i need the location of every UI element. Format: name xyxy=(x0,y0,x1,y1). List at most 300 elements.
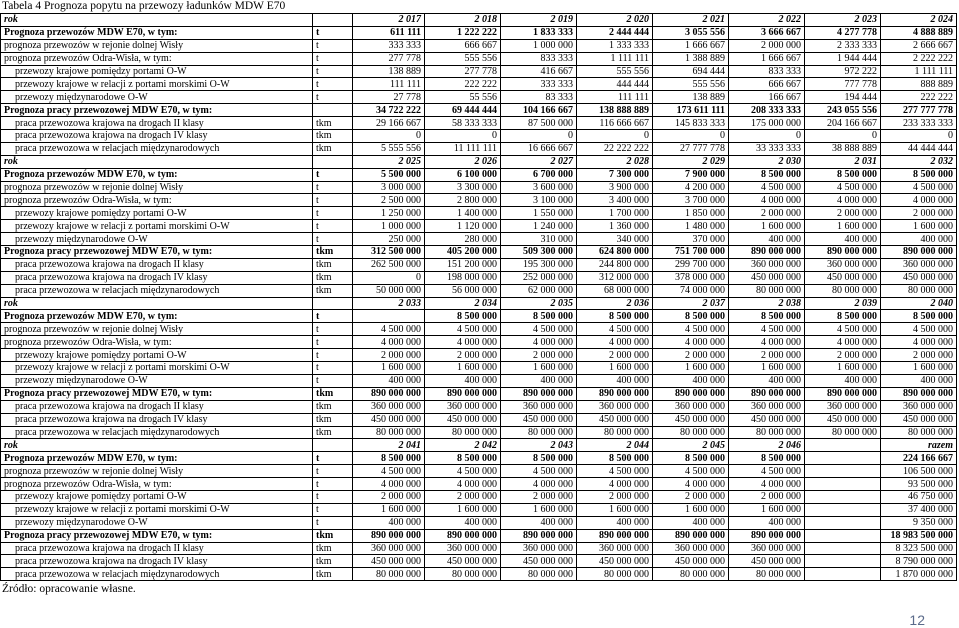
value-cell: 3 666 667 xyxy=(729,26,805,39)
value-cell: 2 034 xyxy=(425,297,501,310)
value-cell: 4 500 000 xyxy=(881,323,957,336)
value-cell: 360 000 000 xyxy=(729,400,805,413)
value-cell: 224 166 667 xyxy=(881,452,957,465)
value-cell: 2 029 xyxy=(653,155,729,168)
value-cell: 4 888 889 xyxy=(881,26,957,39)
unit-cell: t xyxy=(313,310,353,323)
row-label: przewozy krajowe w relacji z portami morskimi O-W xyxy=(1,503,313,516)
value-cell: 4 500 000 xyxy=(653,465,729,478)
value-cell: 1 600 000 xyxy=(881,220,957,233)
value-cell: 2 000 000 xyxy=(425,349,501,362)
value-cell: 18 983 500 000 xyxy=(881,529,957,542)
value-cell: 2 027 xyxy=(501,155,577,168)
unit-cell: tkm xyxy=(313,529,353,542)
value-cell: 33 333 333 xyxy=(729,142,805,155)
unit-cell xyxy=(313,297,353,310)
value-cell: 890 000 000 xyxy=(805,246,881,259)
unit-cell: tkm xyxy=(313,400,353,413)
unit-cell: t xyxy=(313,362,353,375)
value-cell: 111 111 xyxy=(577,91,653,104)
value-cell: 2 666 667 xyxy=(881,39,957,52)
value-cell: 5 555 556 xyxy=(353,142,425,155)
unit-cell: t xyxy=(313,39,353,52)
value-cell: 58 333 333 xyxy=(425,117,501,130)
value-cell: 400 000 xyxy=(577,374,653,387)
unit-cell: t xyxy=(313,503,353,516)
table-row xyxy=(1,516,957,529)
value-cell: 277 778 xyxy=(425,65,501,78)
value-cell: 400 000 xyxy=(881,233,957,246)
unit-cell: t xyxy=(313,168,353,181)
value-cell: 400 000 xyxy=(653,516,729,529)
value-cell: 890 000 000 xyxy=(577,387,653,400)
unit-cell: tkm xyxy=(313,555,353,568)
value-cell: 173 611 111 xyxy=(653,104,729,117)
table-row xyxy=(1,181,957,194)
row-label: Prognoza przewozów MDW E70, w tym: xyxy=(1,26,313,39)
value-cell: 450 000 000 xyxy=(353,413,425,426)
value-cell: 56 000 000 xyxy=(425,284,501,297)
value-cell: 1 600 000 xyxy=(353,362,425,375)
value-cell: 400 000 xyxy=(729,374,805,387)
unit-cell: tkm xyxy=(313,130,353,143)
row-label: rok xyxy=(1,155,313,168)
value-cell: 8 500 000 xyxy=(653,310,729,323)
value-cell: 62 000 000 xyxy=(501,284,577,297)
table-row xyxy=(1,542,957,555)
value-cell: 250 000 xyxy=(353,233,425,246)
row-label: Prognoza pracy przewozowej MDW E70, w tym: xyxy=(1,529,313,542)
unit-cell: t xyxy=(313,374,353,387)
value-cell: 400 000 xyxy=(425,516,501,529)
value-cell: 8 500 000 xyxy=(881,168,957,181)
value-cell: 2 044 xyxy=(577,439,653,452)
value-cell: 80 000 000 xyxy=(881,426,957,439)
value-cell: 80 000 000 xyxy=(653,426,729,439)
value-cell: 1 000 000 xyxy=(501,39,577,52)
value-cell: 195 300 000 xyxy=(501,258,577,271)
value-cell: 450 000 000 xyxy=(729,271,805,284)
value-cell: 400 000 xyxy=(577,516,653,529)
value-cell xyxy=(353,310,425,323)
row-label: przewozy międzynarodowe O-W xyxy=(1,91,313,104)
value-cell: 8 500 000 xyxy=(881,310,957,323)
value-cell: 450 000 000 xyxy=(425,413,501,426)
value-cell: 1 944 444 xyxy=(805,52,881,65)
value-cell: 80 000 000 xyxy=(353,568,425,581)
row-label: prognoza przewozów Odra-Wisła, w tym: xyxy=(1,194,313,207)
table-row xyxy=(1,387,957,400)
value-cell: 8 500 000 xyxy=(729,168,805,181)
value-cell: 333 333 xyxy=(353,39,425,52)
row-label: Prognoza przewozów MDW E70, w tym: xyxy=(1,452,313,465)
value-cell: 2 000 000 xyxy=(653,349,729,362)
value-cell: 1 600 000 xyxy=(501,362,577,375)
value-cell: 252 000 000 xyxy=(501,271,577,284)
value-cell: 4 000 000 xyxy=(805,194,881,207)
value-cell: 2 000 000 xyxy=(577,349,653,362)
value-cell: 1 388 889 xyxy=(653,52,729,65)
value-cell: 1 600 000 xyxy=(729,503,805,516)
value-cell: 7 300 000 xyxy=(577,168,653,181)
value-cell: 890 000 000 xyxy=(353,529,425,542)
value-cell: 450 000 000 xyxy=(805,271,881,284)
value-cell: 3 600 000 xyxy=(501,181,577,194)
value-cell: 175 000 000 xyxy=(729,117,805,130)
row-label: Prognoza przewozów MDW E70, w tym: xyxy=(1,310,313,323)
value-cell: 450 000 000 xyxy=(577,413,653,426)
value-cell: 55 556 xyxy=(425,91,501,104)
value-cell: 80 000 000 xyxy=(805,426,881,439)
value-cell: 2 000 000 xyxy=(729,490,805,503)
value-cell: 2 036 xyxy=(577,297,653,310)
value-cell: 666 667 xyxy=(425,39,501,52)
unit-cell xyxy=(313,14,353,27)
value-cell: 509 300 000 xyxy=(501,246,577,259)
value-cell: 400 000 xyxy=(729,516,805,529)
row-label: prognoza przewozów Odra-Wisła, w tym: xyxy=(1,336,313,349)
value-cell: 1 600 000 xyxy=(353,503,425,516)
table-row xyxy=(1,233,957,246)
table-row xyxy=(1,104,957,117)
value-cell: 4 000 000 xyxy=(729,336,805,349)
value-cell: 400 000 xyxy=(501,374,577,387)
value-cell: 8 500 000 xyxy=(729,310,805,323)
value-cell: 0 xyxy=(653,130,729,143)
value-cell: 360 000 000 xyxy=(577,400,653,413)
value-cell: 2 500 000 xyxy=(353,194,425,207)
value-cell: 450 000 000 xyxy=(577,555,653,568)
unit-cell: tkm xyxy=(313,284,353,297)
value-cell: 2 333 333 xyxy=(805,39,881,52)
unit-cell: t xyxy=(313,336,353,349)
value-cell: 222 222 xyxy=(881,91,957,104)
value-cell: 2 000 000 xyxy=(353,349,425,362)
value-cell: 2 022 xyxy=(729,14,805,27)
value-cell: 4 500 000 xyxy=(501,465,577,478)
page-number: 12 xyxy=(909,612,925,628)
value-cell xyxy=(805,503,881,516)
value-cell: 8 500 000 xyxy=(501,310,577,323)
row-label: rok xyxy=(1,14,313,27)
table-row xyxy=(1,271,957,284)
unit-cell xyxy=(313,439,353,452)
table-row xyxy=(1,284,957,297)
value-cell: 2 039 xyxy=(805,297,881,310)
value-cell: 80 000 000 xyxy=(729,568,805,581)
value-cell: 34 722 222 xyxy=(353,104,425,117)
value-cell: 400 000 xyxy=(881,374,957,387)
unit-cell: tkm xyxy=(313,271,353,284)
row-label: rok xyxy=(1,297,313,310)
value-cell: 1 000 000 xyxy=(353,220,425,233)
value-cell: 74 000 000 xyxy=(653,284,729,297)
row-label: przewozy krajowe pomiędzy portami O-W xyxy=(1,207,313,220)
value-cell: 4 277 778 xyxy=(805,26,881,39)
table-row xyxy=(1,349,957,362)
value-cell: 11 111 111 xyxy=(425,142,501,155)
unit-cell xyxy=(313,104,353,117)
value-cell: 2 000 000 xyxy=(577,490,653,503)
value-cell: 233 333 333 xyxy=(881,117,957,130)
value-cell: 2 035 xyxy=(501,297,577,310)
row-label: przewozy międzynarodowe O-W xyxy=(1,233,313,246)
value-cell: 0 xyxy=(353,271,425,284)
value-cell: 360 000 000 xyxy=(501,542,577,555)
value-cell: 1 666 667 xyxy=(653,39,729,52)
row-label: praca przewozowa krajowa na drogach II klasy xyxy=(1,542,313,555)
value-cell: 80 000 000 xyxy=(881,284,957,297)
row-label: przewozy krajowe pomiędzy portami O-W xyxy=(1,349,313,362)
value-cell: 400 000 xyxy=(425,374,501,387)
table-row xyxy=(1,323,957,336)
value-cell: 890 000 000 xyxy=(881,246,957,259)
value-cell: 280 000 xyxy=(425,233,501,246)
value-cell: 400 000 xyxy=(805,233,881,246)
value-cell: 2 038 xyxy=(729,297,805,310)
value-cell: 666 667 xyxy=(729,78,805,91)
table-row xyxy=(1,336,957,349)
value-cell: 8 500 000 xyxy=(501,452,577,465)
value-cell: 833 333 xyxy=(501,52,577,65)
value-cell: 29 166 667 xyxy=(353,117,425,130)
value-cell: 1 600 000 xyxy=(653,503,729,516)
value-cell: 4 000 000 xyxy=(577,478,653,491)
row-label: prognoza przewozów w rejonie dolnej Wisły xyxy=(1,181,313,194)
unit-cell: tkm xyxy=(313,542,353,555)
value-cell xyxy=(805,465,881,478)
value-cell: 0 xyxy=(577,130,653,143)
value-cell: 890 000 000 xyxy=(729,529,805,542)
value-cell: 4 500 000 xyxy=(729,323,805,336)
value-cell: 0 xyxy=(425,130,501,143)
value-cell: 444 444 xyxy=(577,78,653,91)
value-cell xyxy=(805,555,881,568)
value-cell: 4 000 000 xyxy=(425,478,501,491)
unit-cell: t xyxy=(313,349,353,362)
value-cell: 1 111 111 xyxy=(577,52,653,65)
value-cell: 8 500 000 xyxy=(425,452,501,465)
value-cell: 360 000 000 xyxy=(577,542,653,555)
year-header-row xyxy=(1,439,957,452)
value-cell: 204 166 667 xyxy=(805,117,881,130)
value-cell: 4 500 000 xyxy=(729,465,805,478)
value-cell: 360 000 000 xyxy=(805,400,881,413)
value-cell: 4 500 000 xyxy=(653,323,729,336)
value-cell: 1 600 000 xyxy=(881,362,957,375)
value-cell: 243 055 556 xyxy=(805,104,881,117)
value-cell: 360 000 000 xyxy=(425,542,501,555)
row-label: przewozy międzynarodowe O-W xyxy=(1,516,313,529)
value-cell: 4 500 000 xyxy=(881,181,957,194)
value-cell: 751 700 000 xyxy=(653,246,729,259)
value-cell: 27 777 778 xyxy=(653,142,729,155)
row-label: praca przewozowa krajowa na drogach II klasy xyxy=(1,117,313,130)
unit-cell: t xyxy=(313,65,353,78)
table-row xyxy=(1,529,957,542)
value-cell: 27 778 xyxy=(353,91,425,104)
value-cell: 38 888 889 xyxy=(805,142,881,155)
value-cell: 80 000 000 xyxy=(805,284,881,297)
row-label: praca przewozowa krajowa na drogach IV klasy xyxy=(1,271,313,284)
value-cell: 1 222 222 xyxy=(425,26,501,39)
value-cell: 340 000 xyxy=(577,233,653,246)
value-cell: 370 000 xyxy=(653,233,729,246)
value-cell: 1 600 000 xyxy=(577,362,653,375)
value-cell: 972 222 xyxy=(805,65,881,78)
unit-cell: t xyxy=(313,516,353,529)
value-cell: 333 333 xyxy=(501,78,577,91)
value-cell: 87 500 000 xyxy=(501,117,577,130)
value-cell: 1 600 000 xyxy=(729,220,805,233)
value-cell: 4 500 000 xyxy=(353,465,425,478)
value-cell: 262 500 000 xyxy=(353,258,425,271)
table-row xyxy=(1,413,957,426)
table-row xyxy=(1,78,957,91)
value-cell: 310 000 xyxy=(501,233,577,246)
value-cell: 1 600 000 xyxy=(425,503,501,516)
row-label: Prognoza przewozów MDW E70, w tym: xyxy=(1,168,313,181)
value-cell: 1 360 000 xyxy=(577,220,653,233)
value-cell: 0 xyxy=(729,130,805,143)
value-cell: 2 030 xyxy=(729,155,805,168)
value-cell: 405 200 000 xyxy=(425,246,501,259)
value-cell: 360 000 000 xyxy=(881,258,957,271)
value-cell: 2 028 xyxy=(577,155,653,168)
value-cell: 4 500 000 xyxy=(577,323,653,336)
value-cell: 450 000 000 xyxy=(881,413,957,426)
value-cell: 4 000 000 xyxy=(881,194,957,207)
value-cell: 4 000 000 xyxy=(577,336,653,349)
unit-cell xyxy=(313,155,353,168)
unit-cell: t xyxy=(313,207,353,220)
value-cell: 1 833 333 xyxy=(501,26,577,39)
value-cell: 2 042 xyxy=(425,439,501,452)
value-cell: 8 500 000 xyxy=(805,168,881,181)
unit-cell: tkm xyxy=(313,258,353,271)
value-cell: 80 000 000 xyxy=(729,426,805,439)
row-label: praca przewozowa w relacjach międzynarodowych xyxy=(1,426,313,439)
value-cell: 360 000 000 xyxy=(805,258,881,271)
value-cell: 2 041 xyxy=(353,439,425,452)
value-cell: 44 444 444 xyxy=(881,142,957,155)
row-label: praca przewozowa krajowa na drogach II klasy xyxy=(1,258,313,271)
unit-cell: t xyxy=(313,78,353,91)
value-cell: 312 000 000 xyxy=(577,271,653,284)
row-label: prognoza przewozów w rejonie dolnej Wisły xyxy=(1,465,313,478)
year-header-row xyxy=(1,155,957,168)
row-label: praca przewozowa w relacjach międzynarodowych xyxy=(1,284,313,297)
table-row xyxy=(1,194,957,207)
table-row xyxy=(1,555,957,568)
value-cell: 1 333 333 xyxy=(577,39,653,52)
value-cell: 2 000 000 xyxy=(805,207,881,220)
unit-cell: t xyxy=(313,52,353,65)
row-label: praca przewozowa w relacjach międzynarodowych xyxy=(1,568,313,581)
value-cell: 208 333 333 xyxy=(729,104,805,117)
value-cell: 360 000 000 xyxy=(353,400,425,413)
value-cell: 50 000 000 xyxy=(353,284,425,297)
value-cell: 299 700 000 xyxy=(653,258,729,271)
value-cell: 22 222 222 xyxy=(577,142,653,155)
year-header-row xyxy=(1,297,957,310)
unit-cell: t xyxy=(313,26,353,39)
value-cell: 450 000 000 xyxy=(653,555,729,568)
value-cell: 2 031 xyxy=(805,155,881,168)
year-header-row xyxy=(1,14,957,27)
row-label: przewozy międzynarodowe O-W xyxy=(1,374,313,387)
value-cell: 4 000 000 xyxy=(425,336,501,349)
row-label: prognoza przewozów w rejonie dolnej Wisły xyxy=(1,39,313,52)
value-cell: 3 400 000 xyxy=(577,194,653,207)
value-cell xyxy=(805,516,881,529)
value-cell: 360 000 000 xyxy=(653,400,729,413)
value-cell: 360 000 000 xyxy=(653,542,729,555)
value-cell: 2 000 000 xyxy=(729,349,805,362)
unit-cell: tkm xyxy=(313,246,353,259)
value-cell: 1 600 000 xyxy=(805,362,881,375)
value-cell: 890 000 000 xyxy=(729,387,805,400)
value-cell: 1 480 000 xyxy=(653,220,729,233)
value-cell: 2 000 000 xyxy=(501,490,577,503)
value-cell: 2 000 000 xyxy=(805,349,881,362)
row-label: prognoza przewozów Odra-Wisła, w tym: xyxy=(1,478,313,491)
table-row xyxy=(1,130,957,143)
value-cell: 8 500 000 xyxy=(577,452,653,465)
unit-cell: t xyxy=(313,233,353,246)
value-cell: 400 000 xyxy=(501,516,577,529)
unit-cell: t xyxy=(313,220,353,233)
value-cell: 555 556 xyxy=(653,78,729,91)
value-cell xyxy=(805,490,881,503)
row-label: praca przewozowa w relacjach międzynarodowych xyxy=(1,142,313,155)
unit-cell: tkm xyxy=(313,568,353,581)
value-cell: 80 000 000 xyxy=(501,426,577,439)
unit-cell: t xyxy=(313,465,353,478)
value-cell: 7 900 000 xyxy=(653,168,729,181)
row-label: Prognoza pracy przewozowej MDW E70, w tym: xyxy=(1,387,313,400)
value-cell: 450 000 000 xyxy=(881,271,957,284)
value-cell: 4 500 000 xyxy=(729,181,805,194)
unit-cell: tkm xyxy=(313,142,353,155)
value-cell: 416 667 xyxy=(501,65,577,78)
value-cell: 400 000 xyxy=(805,374,881,387)
table-row xyxy=(1,220,957,233)
value-cell: 2 023 xyxy=(805,14,881,27)
value-cell: 450 000 000 xyxy=(501,555,577,568)
value-cell: 2 037 xyxy=(653,297,729,310)
value-cell: 1 111 111 xyxy=(881,65,957,78)
value-cell: 80 000 000 xyxy=(353,426,425,439)
row-label: Prognoza pracy przewozowej MDW E70, w tym: xyxy=(1,104,313,117)
value-cell: 2 000 000 xyxy=(881,349,957,362)
value-cell: 1 666 667 xyxy=(729,52,805,65)
value-cell: 833 333 xyxy=(729,65,805,78)
value-cell: 890 000 000 xyxy=(805,387,881,400)
value-cell: 2 000 000 xyxy=(729,39,805,52)
table-row xyxy=(1,568,957,581)
forecast-table xyxy=(0,13,957,581)
value-cell: 1 400 000 xyxy=(425,207,501,220)
value-cell: 1 600 000 xyxy=(577,503,653,516)
value-cell: 2 018 xyxy=(425,14,501,27)
value-cell: 890 000 000 xyxy=(653,387,729,400)
value-cell: 2 017 xyxy=(353,14,425,27)
value-cell: 4 000 000 xyxy=(805,336,881,349)
value-cell: 68 000 000 xyxy=(577,284,653,297)
value-cell: 69 444 444 xyxy=(425,104,501,117)
value-cell: 2 033 xyxy=(353,297,425,310)
